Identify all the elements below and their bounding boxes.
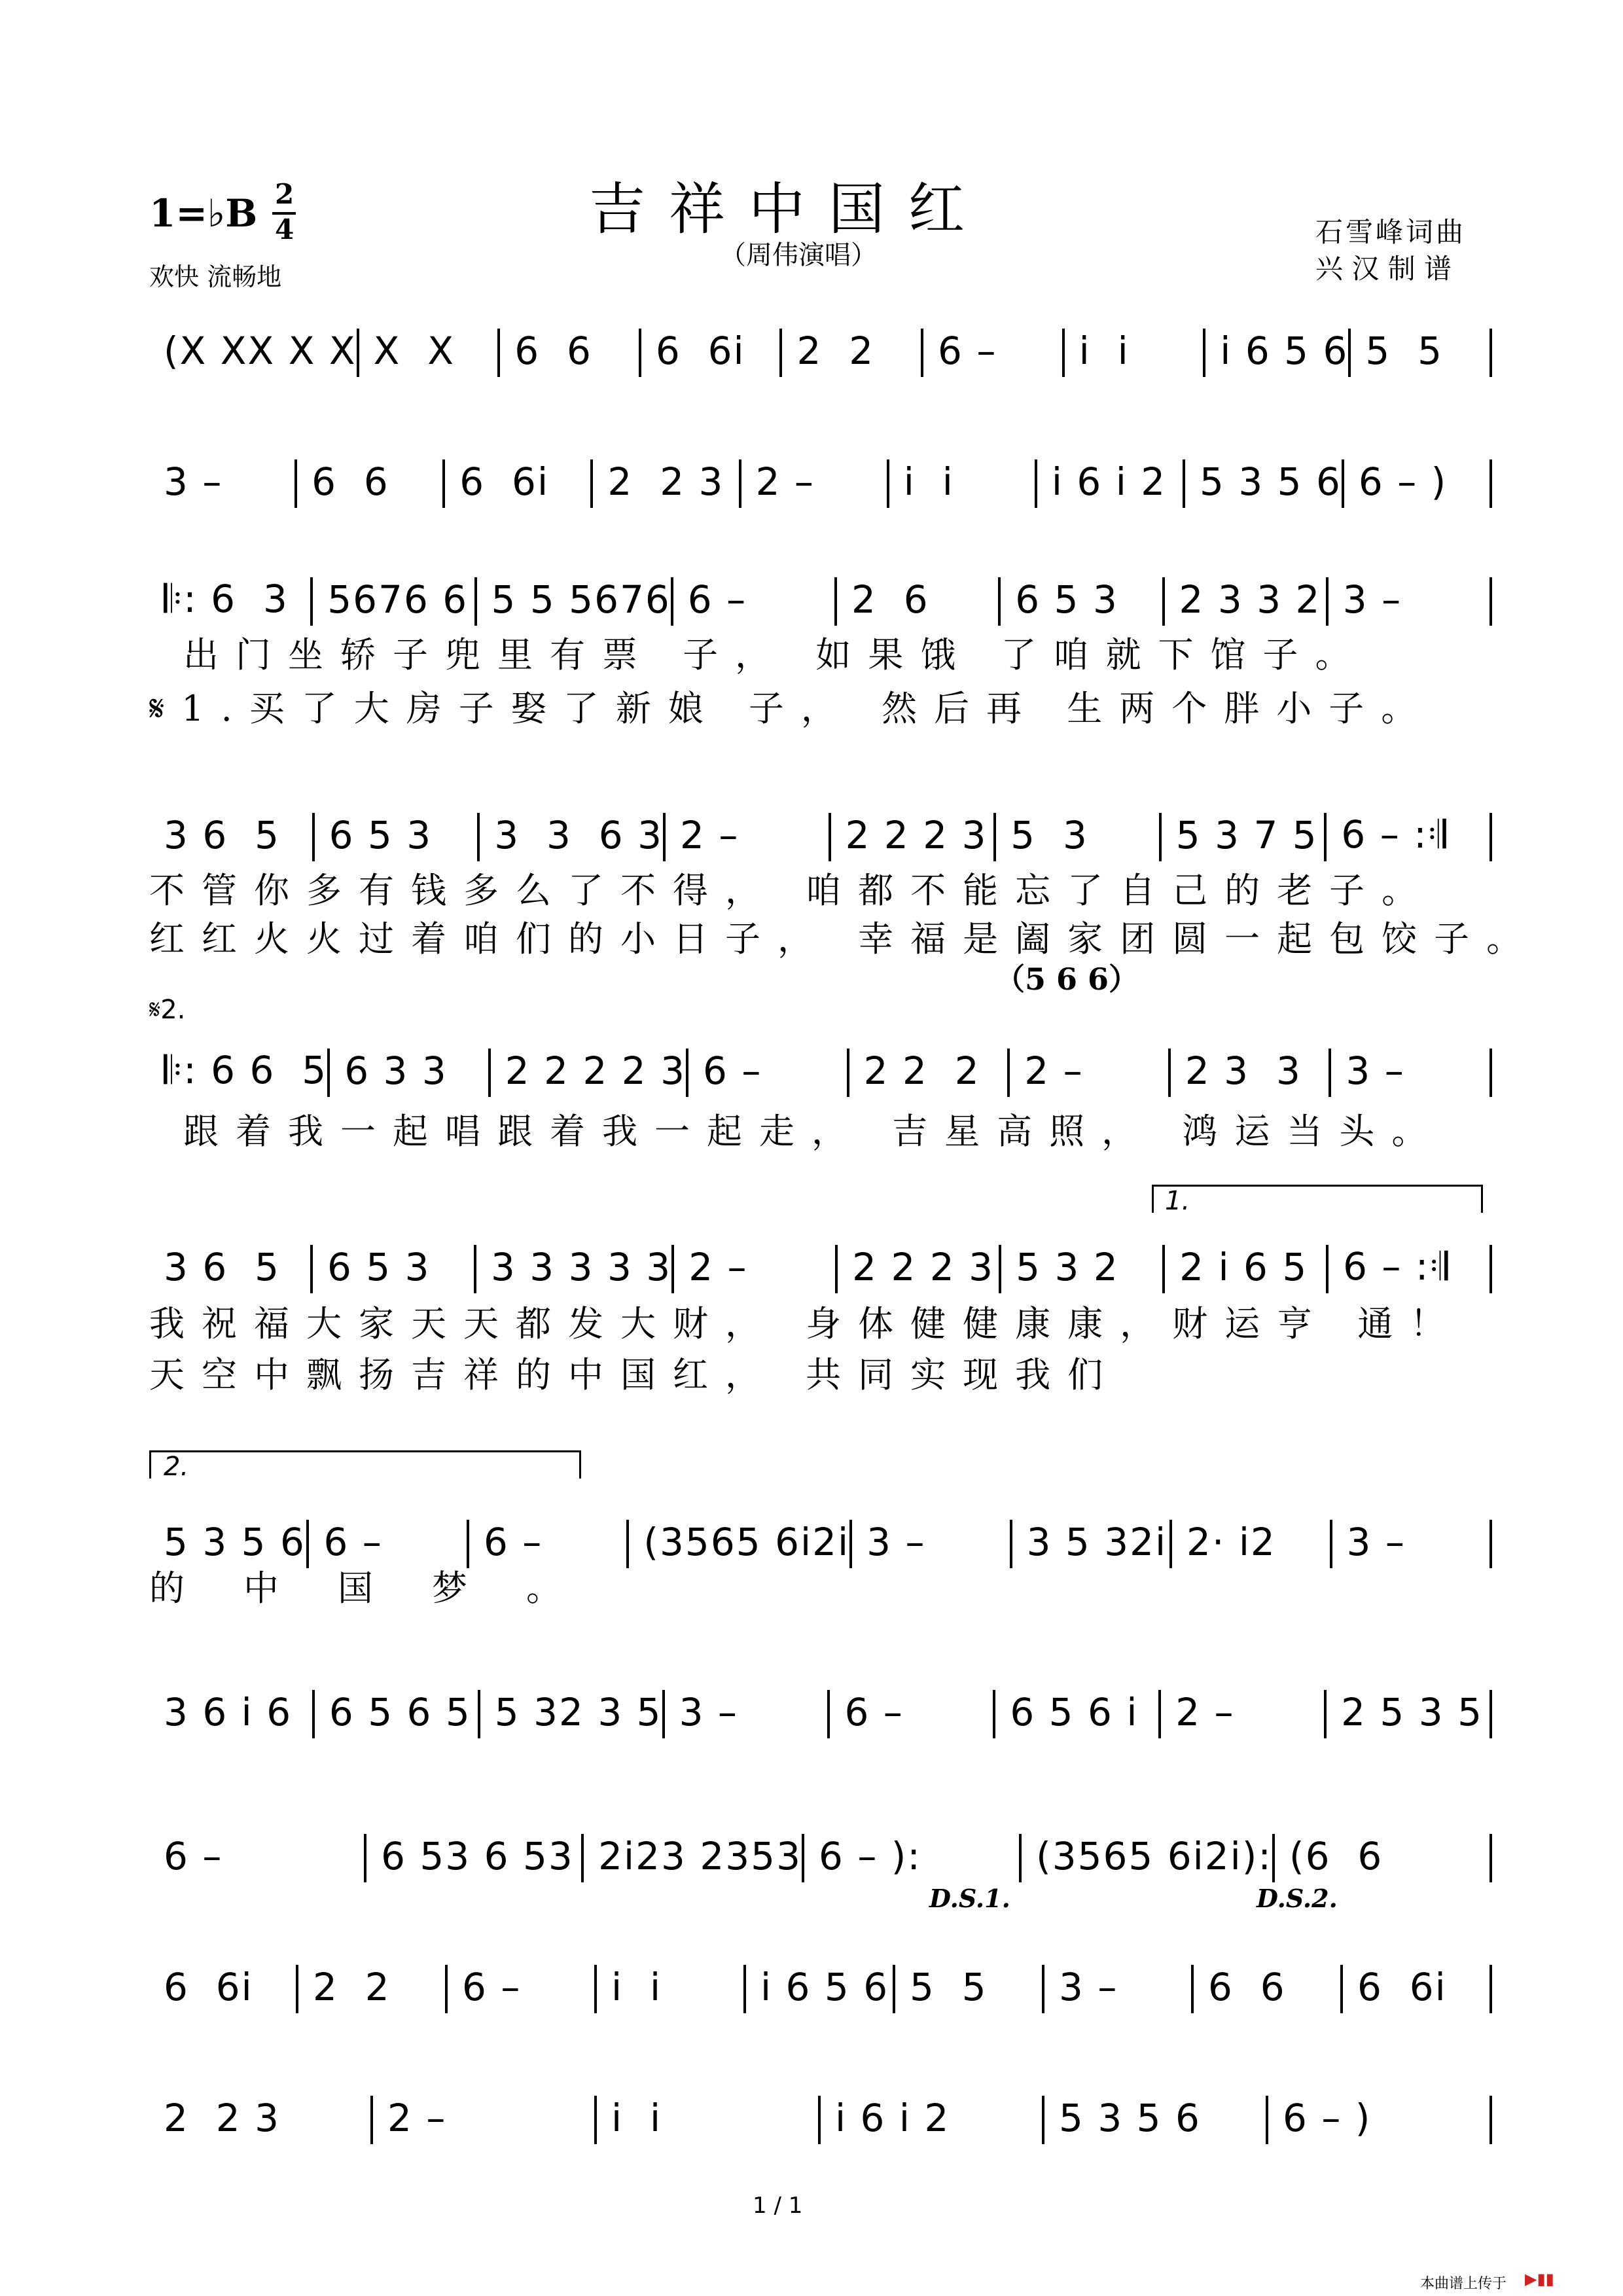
page-number: 1 / 1 (753, 2193, 803, 2219)
barline (1489, 1965, 1492, 2013)
measure: 6 – (844, 1690, 904, 1734)
measure: X X (373, 329, 455, 373)
measure: 2 2 (313, 1965, 391, 2009)
measure: 5 3 2 (1016, 1245, 1119, 1289)
measure: (3565 6i2i): (1036, 1834, 1272, 1878)
lyrics-line: 𝄋1.买了大房子娶了新娘 子， 然后再 生两个胖小子。 (149, 688, 1434, 729)
measure: 3 – (1346, 1520, 1406, 1564)
measure: 2 i 6 5 (1179, 1245, 1308, 1289)
measure: 3 6 i 6 (164, 1690, 293, 1734)
segno-2: 𝄋2. (149, 995, 186, 1025)
song-title: 吉祥中国红 (589, 177, 988, 242)
ds2-marking: D.S.2. (1257, 1884, 1338, 1913)
barline (1489, 1834, 1492, 1882)
measure: 6 – :𝄇 (1341, 812, 1448, 857)
volta-1-bracket (1152, 1185, 1483, 1213)
measure: 6 – (483, 1520, 543, 1564)
measure: 6 – (164, 1834, 223, 1878)
measure: i i (611, 2096, 662, 2140)
measure: i i (611, 1965, 662, 2009)
composer: 石雪峰词曲 (1315, 216, 1467, 248)
measure: 2 2 (796, 329, 875, 373)
lyrics-line: 出门坐轿子兜里有票 子， 如果饿 了咱就下馆子。 (183, 634, 1368, 675)
measure: 5 3 7 5 (1175, 813, 1318, 857)
barline (1489, 1245, 1492, 1293)
notation-row (149, 1826, 1492, 1878)
barline (1489, 1049, 1492, 1097)
barline (1489, 577, 1492, 626)
site-logo: ▶▮▮ (1525, 2270, 1554, 2288)
lyrics-line: 天空中飘扬吉祥的中国红， 共同实现我们 (149, 1354, 1120, 1395)
notation-row (149, 1041, 1492, 1093)
measure: 2 – (1024, 1049, 1084, 1093)
measure: 2 2 2 3 (852, 1245, 995, 1289)
measure: 2· i2 (1186, 1520, 1276, 1564)
alt-notes: （5 6 6） (995, 961, 1139, 997)
footer-credit: 本曲谱上传于 (1420, 2276, 1507, 2292)
measure: 6 6i (655, 329, 745, 373)
lyrics-line: 红红火火过着咱们的小日子， 幸福是阖家团圆一起包饺子。 (149, 918, 1539, 960)
barline (1489, 2096, 1492, 2144)
measure: 6 – ): (819, 1834, 921, 1878)
volta-1-label: 1. (1165, 1186, 1190, 1216)
measure: 5 3 5 6 (1199, 459, 1342, 504)
measure: 2 2 3 (164, 2096, 281, 2140)
measure: 6 6i (459, 459, 550, 504)
lyrics-line: 我祝福大家天天都发大财， 身体健健康康，财运亨 通！ (149, 1303, 1463, 1344)
notation-row (149, 1957, 1492, 2009)
measure: 2 2 2 2 3 (505, 1049, 687, 1093)
measure: 3 6 5 (164, 1245, 281, 1289)
measure: 6 6 (312, 459, 389, 504)
measure: i 6 5 6 (760, 1965, 889, 2009)
measure: i i (903, 459, 954, 504)
measure: 2 – (1175, 1690, 1235, 1734)
time-signature-bottom: 4 (275, 213, 294, 245)
notation-row (149, 1237, 1492, 1289)
measure: 3 – (1346, 1049, 1405, 1093)
notation-row (149, 569, 1492, 622)
measure: 2 – (755, 459, 815, 504)
measure: 6 – (323, 1520, 383, 1564)
measure: 2i23 2353 (598, 1834, 802, 1878)
measure: 2 2 2 (863, 1049, 980, 1093)
measure: 5 5 (1365, 329, 1444, 373)
measure: i i (1079, 329, 1130, 373)
measure: i 6 i 2 (835, 2096, 950, 2140)
performer: （周伟演唱） (720, 240, 877, 270)
measure: 2 2 2 3 (845, 813, 988, 857)
measure: 2 – (387, 2096, 447, 2140)
tempo-marking: 欢快 流畅地 (149, 262, 282, 291)
measure: 3 – (866, 1520, 926, 1564)
measure: 2 3 3 2 (1179, 577, 1321, 622)
lyrics-line: 不管你多有钱多么了不得， 咱都不能忘了自己的老子。 (149, 870, 1435, 911)
measure: 2 2 3 (607, 459, 724, 504)
barline (1489, 813, 1492, 861)
measure: 6 3 3 (344, 1049, 448, 1093)
barline (1489, 329, 1492, 377)
volta-2-bracket (149, 1450, 581, 1479)
lyrics-line: 的中国梦。 (149, 1568, 620, 1609)
measure: 6 5 3 (329, 813, 433, 857)
measure: 5 32 3 5 (494, 1690, 662, 1734)
measure: 5676 6 (327, 577, 469, 622)
measure: 6 – (703, 1049, 762, 1093)
measure: 3 – (1342, 577, 1402, 622)
measure: 6 6i (1357, 1965, 1447, 2009)
measure: 6 5 3 (327, 1245, 431, 1289)
notation-row (149, 2088, 1492, 2140)
measure: 6 6i (164, 1965, 253, 2009)
measure: 6 – ) (1283, 2096, 1372, 2140)
time-signature-top: 2 (275, 178, 294, 210)
ds1-marking: D.S.1. (929, 1884, 1010, 1913)
measure: 6 – (687, 577, 747, 622)
measure: 2 5 3 5 (1341, 1690, 1483, 1734)
measure: 2 3 3 (1185, 1049, 1302, 1093)
volta-2-label: 2. (164, 1452, 189, 1482)
measure: 2 – (679, 813, 740, 857)
measure: 6 – :𝄇 (1343, 1244, 1450, 1289)
notation-row (149, 1512, 1492, 1564)
measure: 3 – (679, 1690, 738, 1734)
measure: 𝄆: 6 3 (164, 577, 289, 621)
measure: 3 – (164, 459, 223, 504)
measure: 6 5 6 i (1010, 1690, 1139, 1734)
notation-row (149, 321, 1492, 373)
barline (1489, 1520, 1492, 1568)
measure: 6 6 (1208, 1965, 1286, 2009)
arranger: 兴 汉 制 谱 (1315, 253, 1452, 285)
lyrics-line: 跟着我一起唱跟着我一起走， 吉星高照， 鸿运当头。 (183, 1111, 1444, 1152)
measure: 6 6 (514, 329, 592, 373)
measure: 6 53 6 53 (381, 1834, 574, 1878)
measure: 𝄆: 6 6 5 (164, 1048, 328, 1092)
measure: 6 – (462, 1965, 522, 2009)
measure: 3 3 3 3 3 (490, 1245, 672, 1289)
measure: 5 3 5 6 (164, 1520, 306, 1564)
barline (1489, 459, 1492, 508)
measure: i 6 5 6 (1220, 329, 1349, 373)
measure: 6 – ) (1358, 459, 1448, 504)
measure: 3 6 5 (164, 813, 281, 857)
measure: 2 6 (851, 577, 929, 622)
measure: 6 5 3 (1015, 577, 1118, 622)
measure: 5 5 (910, 1965, 988, 2009)
measure: (3565 6i2i (643, 1520, 850, 1564)
barline (1489, 1690, 1492, 1738)
measure: 5 3 5 6 (1059, 2096, 1201, 2140)
measure: (6 6 (1289, 1834, 1383, 1878)
notation-row (149, 805, 1492, 857)
notation-row (149, 452, 1492, 504)
measure: 3 3 6 3 (494, 813, 663, 857)
measure: 5 5 5676 (491, 577, 671, 622)
measure: 6 5 6 5 (329, 1690, 471, 1734)
measure: 5 3 (1010, 813, 1088, 857)
measure: 6 – (938, 329, 997, 373)
measure: (X XX X X (164, 329, 357, 373)
measure: i 6 i 2 (1051, 459, 1167, 504)
key-signature: 1=♭B (149, 191, 258, 236)
measure: 2 – (688, 1245, 748, 1289)
notation-row (149, 1682, 1492, 1734)
measure: 3 5 32i (1026, 1520, 1168, 1564)
measure: 3 – (1059, 1965, 1118, 2009)
